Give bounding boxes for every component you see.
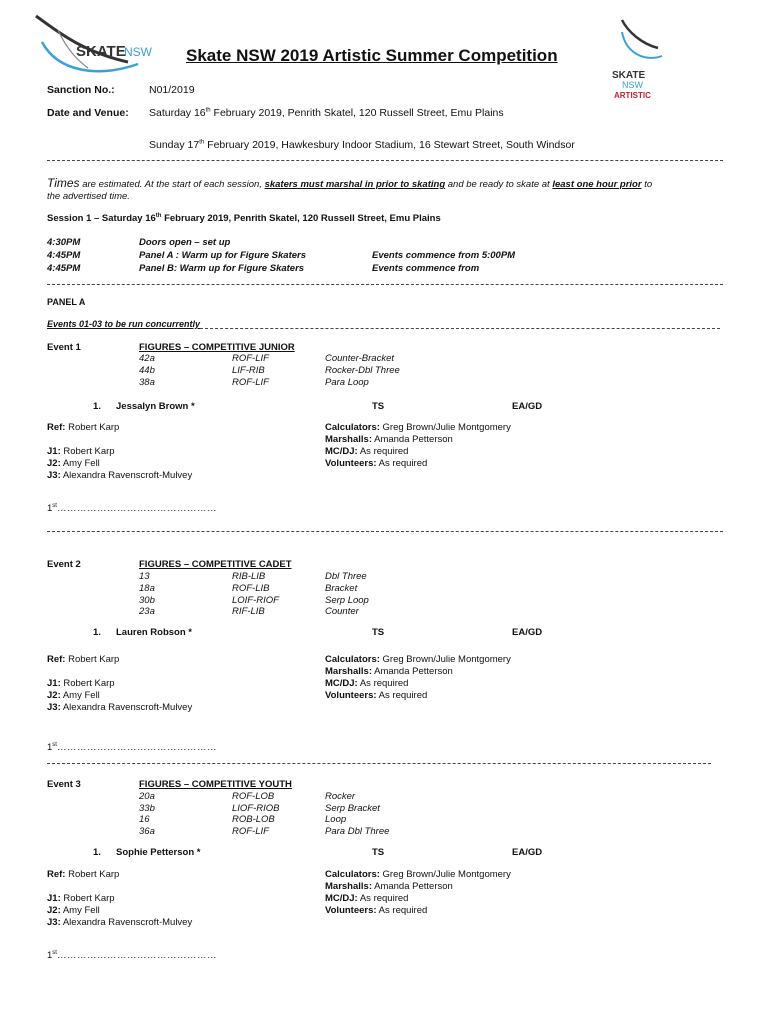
calculators: Calculators: Greg Brown/Julie Montgomery — [325, 869, 511, 880]
divider — [47, 160, 723, 161]
divider — [47, 284, 723, 285]
figure-edge: ROF-LOB — [232, 791, 275, 802]
figure-code: 16 — [139, 814, 150, 825]
judge-1: J1: Robert Karp — [47, 678, 115, 689]
figure-name: Rocker-Dbl Three — [325, 365, 400, 376]
skate-nsw-logo — [28, 12, 158, 84]
event-category: FIGURES – COMPETITIVE CADET — [139, 559, 292, 570]
session-heading: Session 1 – Saturday 16th February 2019, Penrith Skatel, 120 Russell Street, Emu Plains — [47, 212, 441, 224]
skater-name: Jessalyn Brown * — [116, 401, 195, 412]
logo-left-text: SKATE — [76, 43, 126, 60]
divider — [200, 328, 720, 329]
figure-edge: ROF-LIF — [232, 377, 269, 388]
mc-dj: MC/DJ: As required — [325, 678, 409, 689]
ts-label: TS — [372, 847, 385, 858]
venue-line-1: Saturday 16th February 2019, Penrith Skatel, 120 Russell Street, Emu Plains — [149, 107, 504, 119]
figure-edge: ROF-LIF — [232, 353, 269, 364]
volunteers: Volunteers: As required — [325, 690, 428, 701]
notice-line-1: Times are estimated. At the start of each session, skaters must marshal in prior to skating and be ready to skate at least one hour prior to — [47, 176, 653, 190]
figure-edge: ROB-LOB — [232, 814, 275, 825]
figure-name: Serp Loop — [325, 595, 369, 606]
figure-name: Counter — [325, 606, 359, 617]
judge-3: J3: Alexandra Ravenscroft-Mulvey — [47, 470, 193, 481]
page-title: Skate NSW 2019 Artistic Summer Competition — [186, 46, 558, 65]
ts-label: TS — [372, 401, 385, 412]
judge-3: J3: Alexandra Ravenscroft-Mulvey — [47, 917, 193, 928]
skater-number: 1. — [93, 847, 101, 858]
event-category: FIGURES – COMPETITIVE YOUTH — [139, 779, 292, 790]
judge-2: J2: Amy Fell — [47, 690, 100, 701]
concurrent-note: Events 01-03 to be run concurrently — [47, 319, 201, 329]
panel-label: PANEL A — [47, 297, 86, 307]
schedule-desc: Doors open – set up — [139, 237, 231, 248]
figure-edge: LIOF-RIOB — [232, 803, 280, 814]
judge-1: J1: Robert Karp — [47, 893, 115, 904]
figure-code: 23a — [139, 606, 155, 617]
schedule-time: 4:45PM — [47, 250, 81, 261]
figure-code: 38a — [139, 377, 155, 388]
date-venue-label: Date and Venue: — [47, 107, 129, 119]
first-place-line: 1st………………………………………… — [47, 502, 217, 514]
figure-name: Serp Bracket — [325, 803, 380, 814]
figure-name: Bracket — [325, 583, 358, 594]
figure-code: 20a — [139, 791, 155, 802]
judge-3: J3: Alexandra Ravenscroft-Mulvey — [47, 702, 193, 713]
figure-name: Rocker — [325, 791, 356, 802]
figure-edge: LIF-RIB — [232, 365, 265, 376]
figure-code: 42a — [139, 353, 155, 364]
schedule-note: Events commence from — [372, 263, 480, 274]
figure-name: Para Loop — [325, 377, 369, 388]
schedule-time: 4:30PM — [47, 237, 81, 248]
eagd-label: EA/GD — [512, 847, 543, 858]
sanction-label: Sanction No.: — [47, 84, 115, 96]
schedule-desc: Panel A : Warm up for Figure Skaters — [139, 250, 306, 261]
figure-code: 33b — [139, 803, 155, 814]
skate-nsw-artistic-logo — [608, 18, 668, 100]
figure-code: 44b — [139, 365, 155, 376]
figure-edge: LOIF-RIOF — [232, 595, 279, 606]
figure-name: Counter-Bracket — [325, 353, 394, 364]
notice-line-2: the advertised time. — [47, 191, 130, 202]
skater-number: 1. — [93, 627, 101, 638]
marshalls: Marshalls: Amanda Petterson — [325, 881, 453, 892]
figure-code: 18a — [139, 583, 155, 594]
mc-dj: MC/DJ: As required — [325, 893, 409, 904]
skater-name: Lauren Robson * — [116, 627, 193, 638]
svg-text:ARTISTIC: ARTISTIC — [614, 91, 651, 100]
sanction-value: N01/2019 — [149, 84, 195, 96]
judge-2: J2: Amy Fell — [47, 905, 100, 916]
event-label: Event 3 — [47, 779, 81, 790]
figure-edge: ROF-LIB — [232, 583, 270, 594]
marshalls: Marshalls: Amanda Petterson — [325, 666, 453, 677]
figure-name: Loop — [325, 814, 347, 825]
figure-code: 36a — [139, 826, 155, 837]
figure-edge: RIB-LIB — [232, 571, 266, 582]
referee: Ref: Robert Karp — [47, 422, 120, 433]
marshalls: Marshalls: Amanda Petterson — [325, 434, 453, 445]
eagd-label: EA/GD — [512, 627, 543, 638]
svg-text:NSW: NSW — [124, 45, 152, 59]
svg-text:SKATE: SKATE — [612, 70, 646, 81]
svg-text:NSW: NSW — [622, 80, 643, 90]
divider — [47, 763, 711, 764]
skater-name: Sophie Petterson * — [116, 847, 201, 858]
calculators: Calculators: Greg Brown/Julie Montgomery — [325, 422, 511, 433]
calculators: Calculators: Greg Brown/Julie Montgomery — [325, 654, 511, 665]
mc-dj: MC/DJ: As required — [325, 446, 409, 457]
figure-edge: ROF-LIF — [232, 826, 269, 837]
skater-number: 1. — [93, 401, 101, 412]
figure-code: 30b — [139, 595, 155, 606]
venue-line-2: Sunday 17th February 2019, Hawkesbury Indoor Stadium, 16 Stewart Street, South Windsor — [149, 139, 575, 151]
figure-name: Para Dbl Three — [325, 826, 390, 837]
first-place-line: 1st………………………………………… — [47, 741, 217, 753]
event-label: Event 2 — [47, 559, 81, 570]
schedule-note: Events commence from 5:00PM — [372, 250, 516, 261]
first-place-line: 1st………………………………………… — [47, 949, 217, 961]
figure-code: 13 — [139, 571, 150, 582]
event-label: Event 1 — [47, 342, 81, 353]
volunteers: Volunteers: As required — [325, 458, 428, 469]
schedule-desc: Panel B: Warm up for Figure Skaters — [139, 263, 305, 274]
eagd-label: EA/GD — [512, 401, 543, 412]
divider — [47, 531, 723, 532]
referee: Ref: Robert Karp — [47, 869, 120, 880]
referee: Ref: Robert Karp — [47, 654, 120, 665]
figure-edge: RIF-LIB — [232, 606, 265, 617]
event-category: FIGURES – COMPETITIVE JUNIOR — [139, 342, 295, 353]
ts-label: TS — [372, 627, 385, 638]
figure-name: Dbl Three — [325, 571, 367, 582]
judge-1: J1: Robert Karp — [47, 446, 115, 457]
volunteers: Volunteers: As required — [325, 905, 428, 916]
schedule-time: 4:45PM — [47, 263, 81, 274]
judge-2: J2: Amy Fell — [47, 458, 100, 469]
